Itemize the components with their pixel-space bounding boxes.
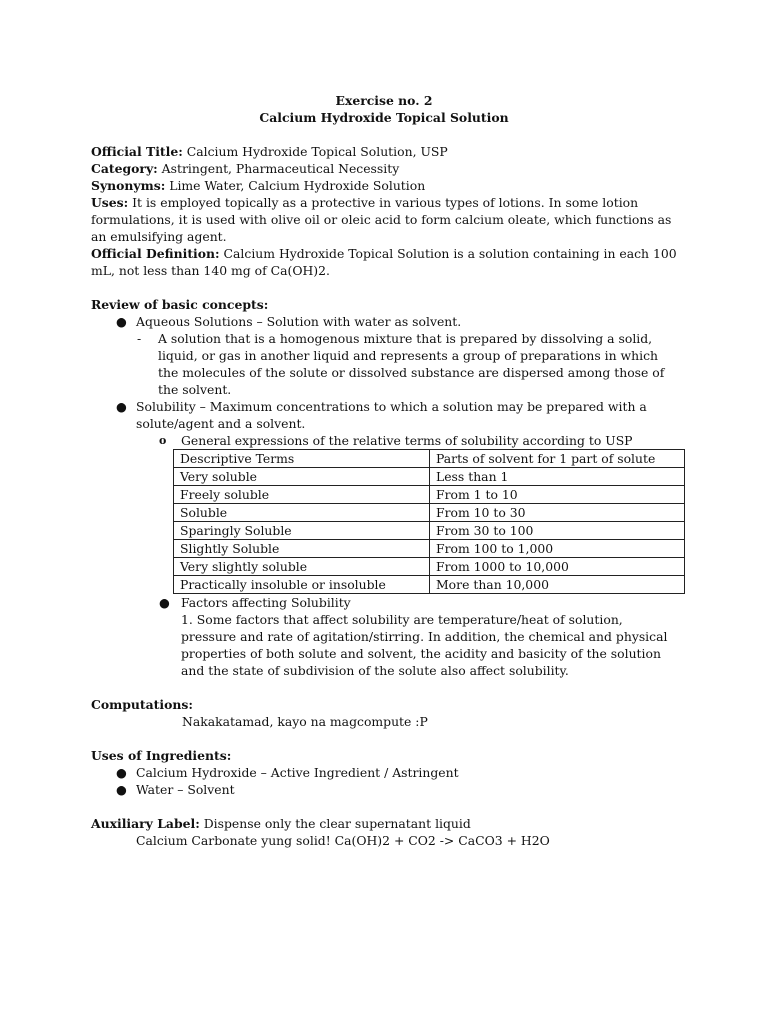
- official-title-line: [91, 143, 681, 160]
- uses-label: Uses:: [91, 195, 129, 210]
- parts-of-solvent-cell: From 30 to 100: [430, 522, 685, 540]
- exercise-number: Exercise no. 2: [335, 93, 433, 108]
- table-row: [174, 558, 685, 576]
- aqueous-text: Aqueous Solutions – Solution with water as solvent.: [136, 314, 462, 329]
- category-label: Category:: [91, 161, 158, 176]
- official-title-label: Official Title:: [91, 144, 183, 159]
- computations-heading: Computations:: [91, 697, 193, 712]
- ingredients-heading: Uses of Ingredients:: [91, 748, 232, 763]
- descriptive-term-cell: Very slightly soluble: [174, 558, 430, 576]
- table-row: [174, 522, 685, 540]
- factors-bullet: [91, 594, 681, 611]
- ingredient-item: [91, 781, 681, 798]
- official-title-value: Calcium Hydroxide Topical Solution, USP: [182, 144, 448, 159]
- official-definition-paragraph: [91, 245, 681, 279]
- exercise-title: Calcium Hydroxide Topical Solution: [259, 110, 509, 125]
- descriptive-term-cell: Soluble: [174, 504, 430, 522]
- parts-of-solvent-cell: More than 10,000: [430, 576, 685, 594]
- ingredient-item: [91, 764, 681, 781]
- uses-value: It is employed topically as a protective in various types of lotions. In some lotion formulations, it is used with olive oil or oleic acid to form calcium oleate, which functions as an emulsifying agent.: [91, 195, 672, 244]
- auxiliary-note: Calcium Carbonate yung solid! Ca(OH)2 + CO2 -> CaCO3 + H2O: [136, 833, 550, 848]
- parts-of-solvent-cell: From 100 to 1,000: [430, 540, 685, 558]
- solubility-text: Solubility – Maximum concentrations to which a solution may be prepared with a solute/agent and a solvent.: [136, 399, 647, 431]
- ingredient-text: Water – Solvent: [136, 782, 235, 797]
- circle-bullet-icon: o: [159, 434, 167, 447]
- table-row: [174, 486, 685, 504]
- aqueous-bullet: [91, 313, 681, 330]
- review-heading: Review of basic concepts:: [91, 297, 269, 312]
- table-row: [174, 468, 685, 486]
- bullet-icon: ●: [116, 314, 127, 329]
- table-row: [174, 504, 685, 522]
- bullet-icon: ●: [116, 399, 127, 414]
- table-header-cell: Parts of solvent for 1 part of solute: [430, 450, 685, 468]
- bullet-icon: ●: [116, 782, 127, 797]
- table-header-cell: Descriptive Terms: [174, 450, 430, 468]
- synonyms-value: Lime Water, Calcium Hydroxide Solution: [165, 178, 426, 193]
- solubility-table: [173, 449, 685, 594]
- uses-paragraph: [91, 194, 681, 245]
- bullet-icon: ●: [159, 595, 170, 610]
- descriptive-term-cell: Freely soluble: [174, 486, 430, 504]
- table-header-row: [174, 450, 685, 468]
- usp-intro-text: General expressions of the relative terms of solubility according to USP: [181, 433, 633, 448]
- factors-text: 1. Some factors that affect solubility are temperature/heat of solution, pressure and rate of agitation/stirring. In addition, the chemical and physical properties of both solute and solvent, the acidity and basicity of the solution and the state of subdivision of the solute also affect solubility.: [181, 612, 668, 678]
- aqueous-detail-text: A solution that is a homogenous mixture that is prepared by dissolving a solid, liquid, or gas in another liquid and represents a group of preparations in which the molecules of the solute or dissolved substance are dispersed among those of the solvent.: [158, 331, 665, 397]
- aqueous-detail-item: [91, 330, 681, 398]
- parts-of-solvent-cell: From 1000 to 10,000: [430, 558, 685, 576]
- document-body: [91, 143, 681, 849]
- document-title-block: [0, 92, 768, 126]
- bullet-icon: ●: [116, 765, 127, 780]
- dash-icon: -: [137, 331, 142, 346]
- auxiliary-value: Dispense only the clear supernatant liquid: [199, 816, 471, 831]
- official-definition-value: Calcium Hydroxide Topical Solution is a solution containing in each 100 mL, not less than 140 mg of Ca(OH)2.: [91, 246, 677, 278]
- category-line: [91, 160, 681, 177]
- computations-text: Nakakatamad, kayo na magcompute :P: [182, 714, 428, 729]
- official-definition-label: Official Definition:: [91, 246, 220, 261]
- auxiliary-label: Auxiliary Label:: [91, 816, 200, 831]
- solubility-bullet: [91, 398, 681, 432]
- category-value: Astringent, Pharmaceutical Necessity: [157, 161, 400, 176]
- usp-intro-item: [91, 432, 681, 449]
- synonyms-line: [91, 177, 681, 194]
- ingredient-text: Calcium Hydroxide – Active Ingredient / Astringent: [136, 765, 459, 780]
- auxiliary-label-line: [91, 815, 681, 832]
- descriptive-term-cell: Very soluble: [174, 468, 430, 486]
- descriptive-term-cell: Slightly Soluble: [174, 540, 430, 558]
- table-row: [174, 576, 685, 594]
- factors-title: Factors affecting Solubility: [181, 595, 351, 610]
- descriptive-term-cell: Sparingly Soluble: [174, 522, 430, 540]
- synonyms-label: Synonyms:: [91, 178, 166, 193]
- table-row: [174, 540, 685, 558]
- parts-of-solvent-cell: From 1 to 10: [430, 486, 685, 504]
- parts-of-solvent-cell: From 10 to 30: [430, 504, 685, 522]
- parts-of-solvent-cell: Less than 1: [430, 468, 685, 486]
- descriptive-term-cell: Practically insoluble or insoluble: [174, 576, 430, 594]
